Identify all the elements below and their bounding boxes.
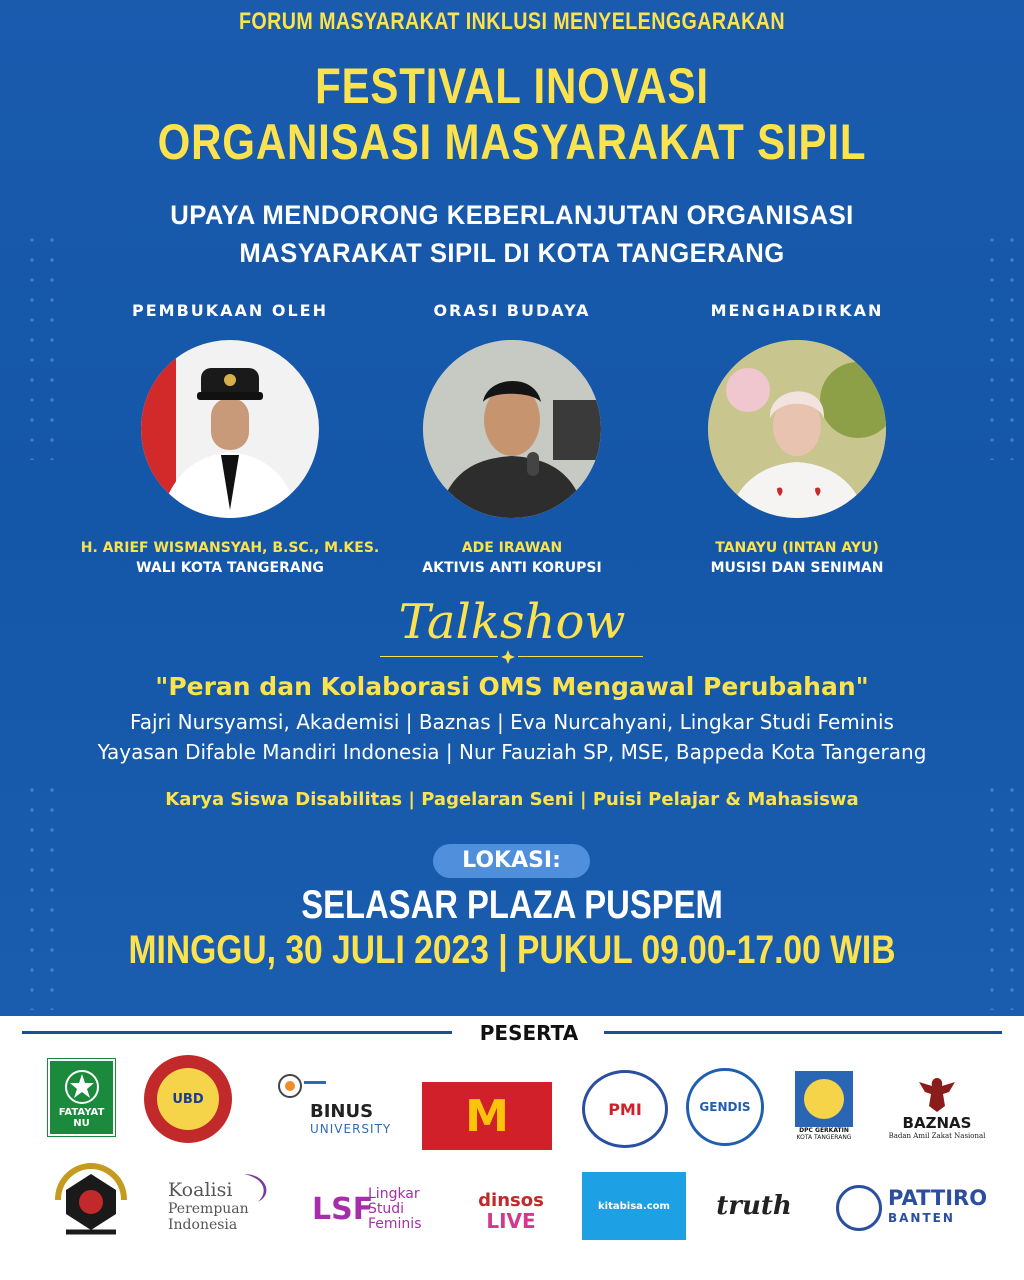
speaker-name: ADE IRAWAN [461, 540, 563, 556]
logo-text: PMI [608, 1099, 642, 1119]
logo-text: Badan Amil Zakat Nasional [888, 1132, 986, 1140]
logo-pattiro [836, 1180, 996, 1236]
logo-text: truth [716, 1191, 792, 1221]
logo-text: KOTA TANGERANG [796, 1134, 852, 1141]
logo-text: LSF [312, 1191, 374, 1227]
datetime-text: MINGGU, 30 JULI 2023 | PUKUL 09.00-17.00 WIB [128, 928, 896, 972]
speaker-role: MUSISI DAN SENIMAN [710, 560, 884, 576]
talkshow-speakers-line1: Fajri Nursyamsi, Akademisi | Baznas | Eva Nurcahyani, Lingkar Studi Feminis [130, 710, 894, 734]
logo-wartawan [44, 1162, 138, 1240]
organizer-text: FORUM MASYARAKAT INKLUSI MENYELENGGARAKAN [239, 8, 785, 35]
speaker-role: AKTIVIS ANTI KORUPSI [422, 560, 602, 576]
talkshow-topic: "Peran dan Kolaborasi OMS Mengawal Perubahan" [155, 672, 869, 701]
logo-text: GENDIS [699, 1100, 751, 1114]
divider [22, 1031, 452, 1034]
speaker-heading: PEMBUKAAN OLEH [131, 301, 328, 320]
speaker-card-oration [362, 301, 662, 576]
event-subtitle [26, 196, 999, 272]
logo-text: LIVE [486, 1209, 536, 1233]
activities-text: Karya Siswa Disabilitas | Pagelaran Seni | Puisi Pelajar & Mahasiswa [165, 789, 859, 810]
avatar [708, 340, 886, 518]
avatar [141, 340, 319, 518]
speaker-role: WALI KOTA TANGERANG [136, 560, 324, 576]
logo-text: Feminis [368, 1215, 422, 1232]
wreath-emblem-icon [46, 1162, 136, 1240]
logo-fatayat-nu [48, 1059, 115, 1136]
logo-mcdonalds [422, 1082, 552, 1150]
binus-mark-icon [268, 1071, 328, 1101]
logo-dinsos-live [476, 1180, 546, 1242]
logo-text: kitabisa.com [598, 1200, 670, 1212]
logo-text: dinsos [478, 1190, 544, 1211]
garuda-icon [915, 1074, 959, 1114]
speaker-card-featuring [647, 301, 947, 576]
logo-text: M [465, 1090, 509, 1142]
divider [380, 656, 498, 657]
event-subtitle-line2: MASYARAKAT SIPIL DI KOTA TANGERANG [239, 238, 785, 268]
speaker-card-opening [80, 301, 380, 576]
logo-pmi [582, 1070, 668, 1148]
logo-text: DPC GERKATIN [799, 1127, 849, 1134]
speaker-name: H. ARIEF WISMANSYAH, B.SC., M.KES. [80, 540, 380, 556]
dot-pattern [982, 780, 1022, 1010]
logo-text: Studi [368, 1200, 405, 1217]
logo-binus [268, 1062, 408, 1144]
official-portrait-icon [141, 340, 319, 518]
talkshow-label: Talkshow [398, 594, 626, 650]
divider [604, 1031, 1002, 1034]
logo-ubd [144, 1055, 232, 1143]
logo-lsf [312, 1176, 442, 1242]
avatar [423, 340, 601, 518]
event-title-line2: ORGANISASI MASYARAKAT SIPIL [157, 114, 867, 170]
event-title-line1: FESTIVAL INOVASI [315, 58, 709, 114]
dot-pattern [22, 780, 62, 1010]
location-badge: LOKASI: [433, 844, 590, 878]
logo-text: BINUS [310, 1100, 374, 1122]
speaker-name: TANAYU (INTAN AYU) [715, 540, 879, 556]
speaker-heading: MENGHADIRKAN [710, 301, 884, 320]
venue-text: SELASAR PLAZA PUSPEM [301, 883, 723, 927]
speaker-heading: ORASI BUDAYA [433, 301, 591, 320]
logo-text: Lingkar [368, 1185, 420, 1202]
event-subtitle-line1: UPAYA MENDORONG KEBERLANJUTAN ORGANISASI [170, 200, 854, 230]
logo-text: Perempuan [168, 1201, 249, 1217]
artist-portrait-icon [708, 340, 886, 518]
logo-baznas [878, 1066, 996, 1148]
crescent-icon [236, 1170, 276, 1206]
logo-text: FATAYAT NU [58, 1106, 105, 1129]
speaker-portrait-icon [423, 340, 601, 518]
event-title [82, 58, 942, 170]
logo-text: Koalisi [168, 1179, 233, 1201]
ornament-icon [500, 649, 516, 665]
logo-text: UNIVERSITY [310, 1121, 392, 1136]
participants-label: PESERTA [479, 1021, 579, 1045]
divider [518, 656, 643, 657]
logo-text: Indonesia [168, 1217, 238, 1233]
talkshow-speakers-line2: Yayasan Difable Mandiri Indonesia | Nur Fauziah SP, MSE, Bappeda Kota Tangerang [97, 740, 927, 764]
logo-text: UBD [172, 1091, 204, 1107]
star-emblem-icon [62, 1067, 102, 1107]
logo-truth [712, 1184, 796, 1228]
logo-gendis [686, 1068, 764, 1146]
logo-kitabisa [582, 1172, 686, 1240]
logo-text: PATTIRO [888, 1186, 988, 1210]
logo-text: BAZNAS [902, 1114, 972, 1132]
logo-gerkatin [786, 1066, 862, 1146]
logo-text: BANTEN [888, 1211, 955, 1225]
